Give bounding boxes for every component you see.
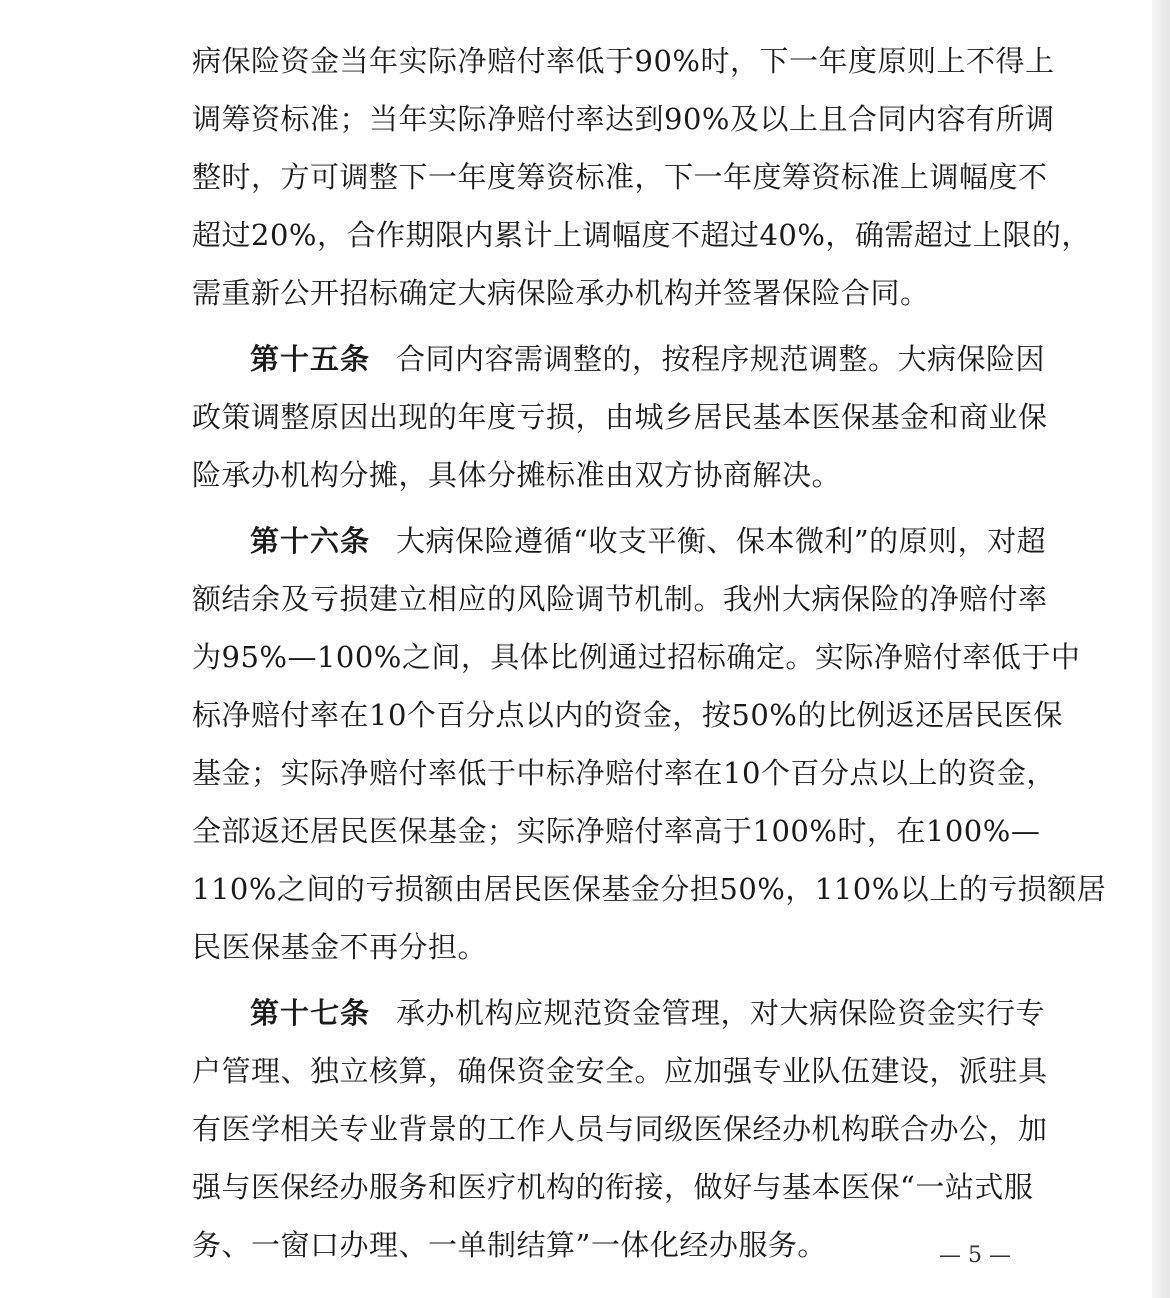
- body-line: 全部返还居民医保基金；实际净赔付率高于100%时，在100%—: [192, 814, 1041, 848]
- body-line: 险承办机构分摊，具体分摊标准由双方协商解决。: [192, 458, 842, 492]
- article-15-label: 第十五条: [250, 342, 371, 376]
- article-15-text: 合同内容需调整的，按程序规范调整。大病保险因: [396, 342, 1046, 376]
- article-17-first-line: [192, 984, 1046, 1042]
- page-number: — 5 —: [939, 1243, 1011, 1268]
- body-line: 务、一窗口办理、一单制结算”一体化经办服务。: [192, 1228, 827, 1262]
- body-line: 为95%—100%之间，具体比例通过招标确定。实际净赔付率低于中: [192, 640, 1081, 674]
- article-17-text: 承办机构应规范资金管理，对大病保险资金实行专: [396, 996, 1046, 1030]
- article-16-label: 第十六条: [250, 524, 371, 558]
- article-16-text: 大病保险遵循“收支平衡、保本微利”的原则，对超: [396, 524, 1047, 558]
- body-line: 需重新公开招标确定大病保险承办机构并签署保险合同。: [192, 276, 930, 310]
- body-line: 户管理、独立核算，确保资金安全。应加强专业队伍建设，派驻具: [192, 1054, 1048, 1088]
- body-line: 额结余及亏损建立相应的风险调节机制。我州大病保险的净赔付率: [192, 582, 1048, 616]
- body-line: 强与医保经办服务和医疗机构的衔接，做好与基本医保“一站式服: [192, 1170, 1034, 1204]
- article-16-first-line: [192, 512, 1047, 570]
- body-line: 超过20%，合作期限内累计上调幅度不超过40%，确需超过上限的，: [192, 218, 1091, 252]
- body-line: 标净赔付率在10个百分点以内的资金，按50%的比例返还居民医保: [192, 698, 1063, 732]
- body-line: 110%之间的亏损额由居民医保基金分担50%，110%以上的亏损额居: [192, 872, 1107, 906]
- body-line: 整时，方可调整下一年度筹资标准，下一年度筹资标准上调幅度不: [192, 160, 1048, 194]
- document-body: [192, 32, 1107, 1274]
- body-line: 病保险资金当年实际净赔付率低于90%时，下一年度原则上不得上: [192, 44, 1055, 78]
- body-line: 政策调整原因出现的年度亏损，由城乡居民基本医保基金和商业保: [192, 400, 1048, 434]
- body-line: 调筹资标准；当年实际净赔付率达到90%及以上且合同内容有所调: [192, 102, 1055, 136]
- body-line: 基金；实际净赔付率低于中标净赔付率在10个百分点以上的资金，: [192, 756, 1056, 790]
- body-line: 民医保基金不再分担。: [192, 930, 488, 964]
- body-line: 有医学相关专业背景的工作人员与同级医保经办机构联合办公，加: [192, 1112, 1048, 1146]
- article-17-label: 第十七条: [250, 996, 371, 1030]
- article-15-first-line: [192, 330, 1046, 388]
- scan-edge: [1152, 0, 1170, 1298]
